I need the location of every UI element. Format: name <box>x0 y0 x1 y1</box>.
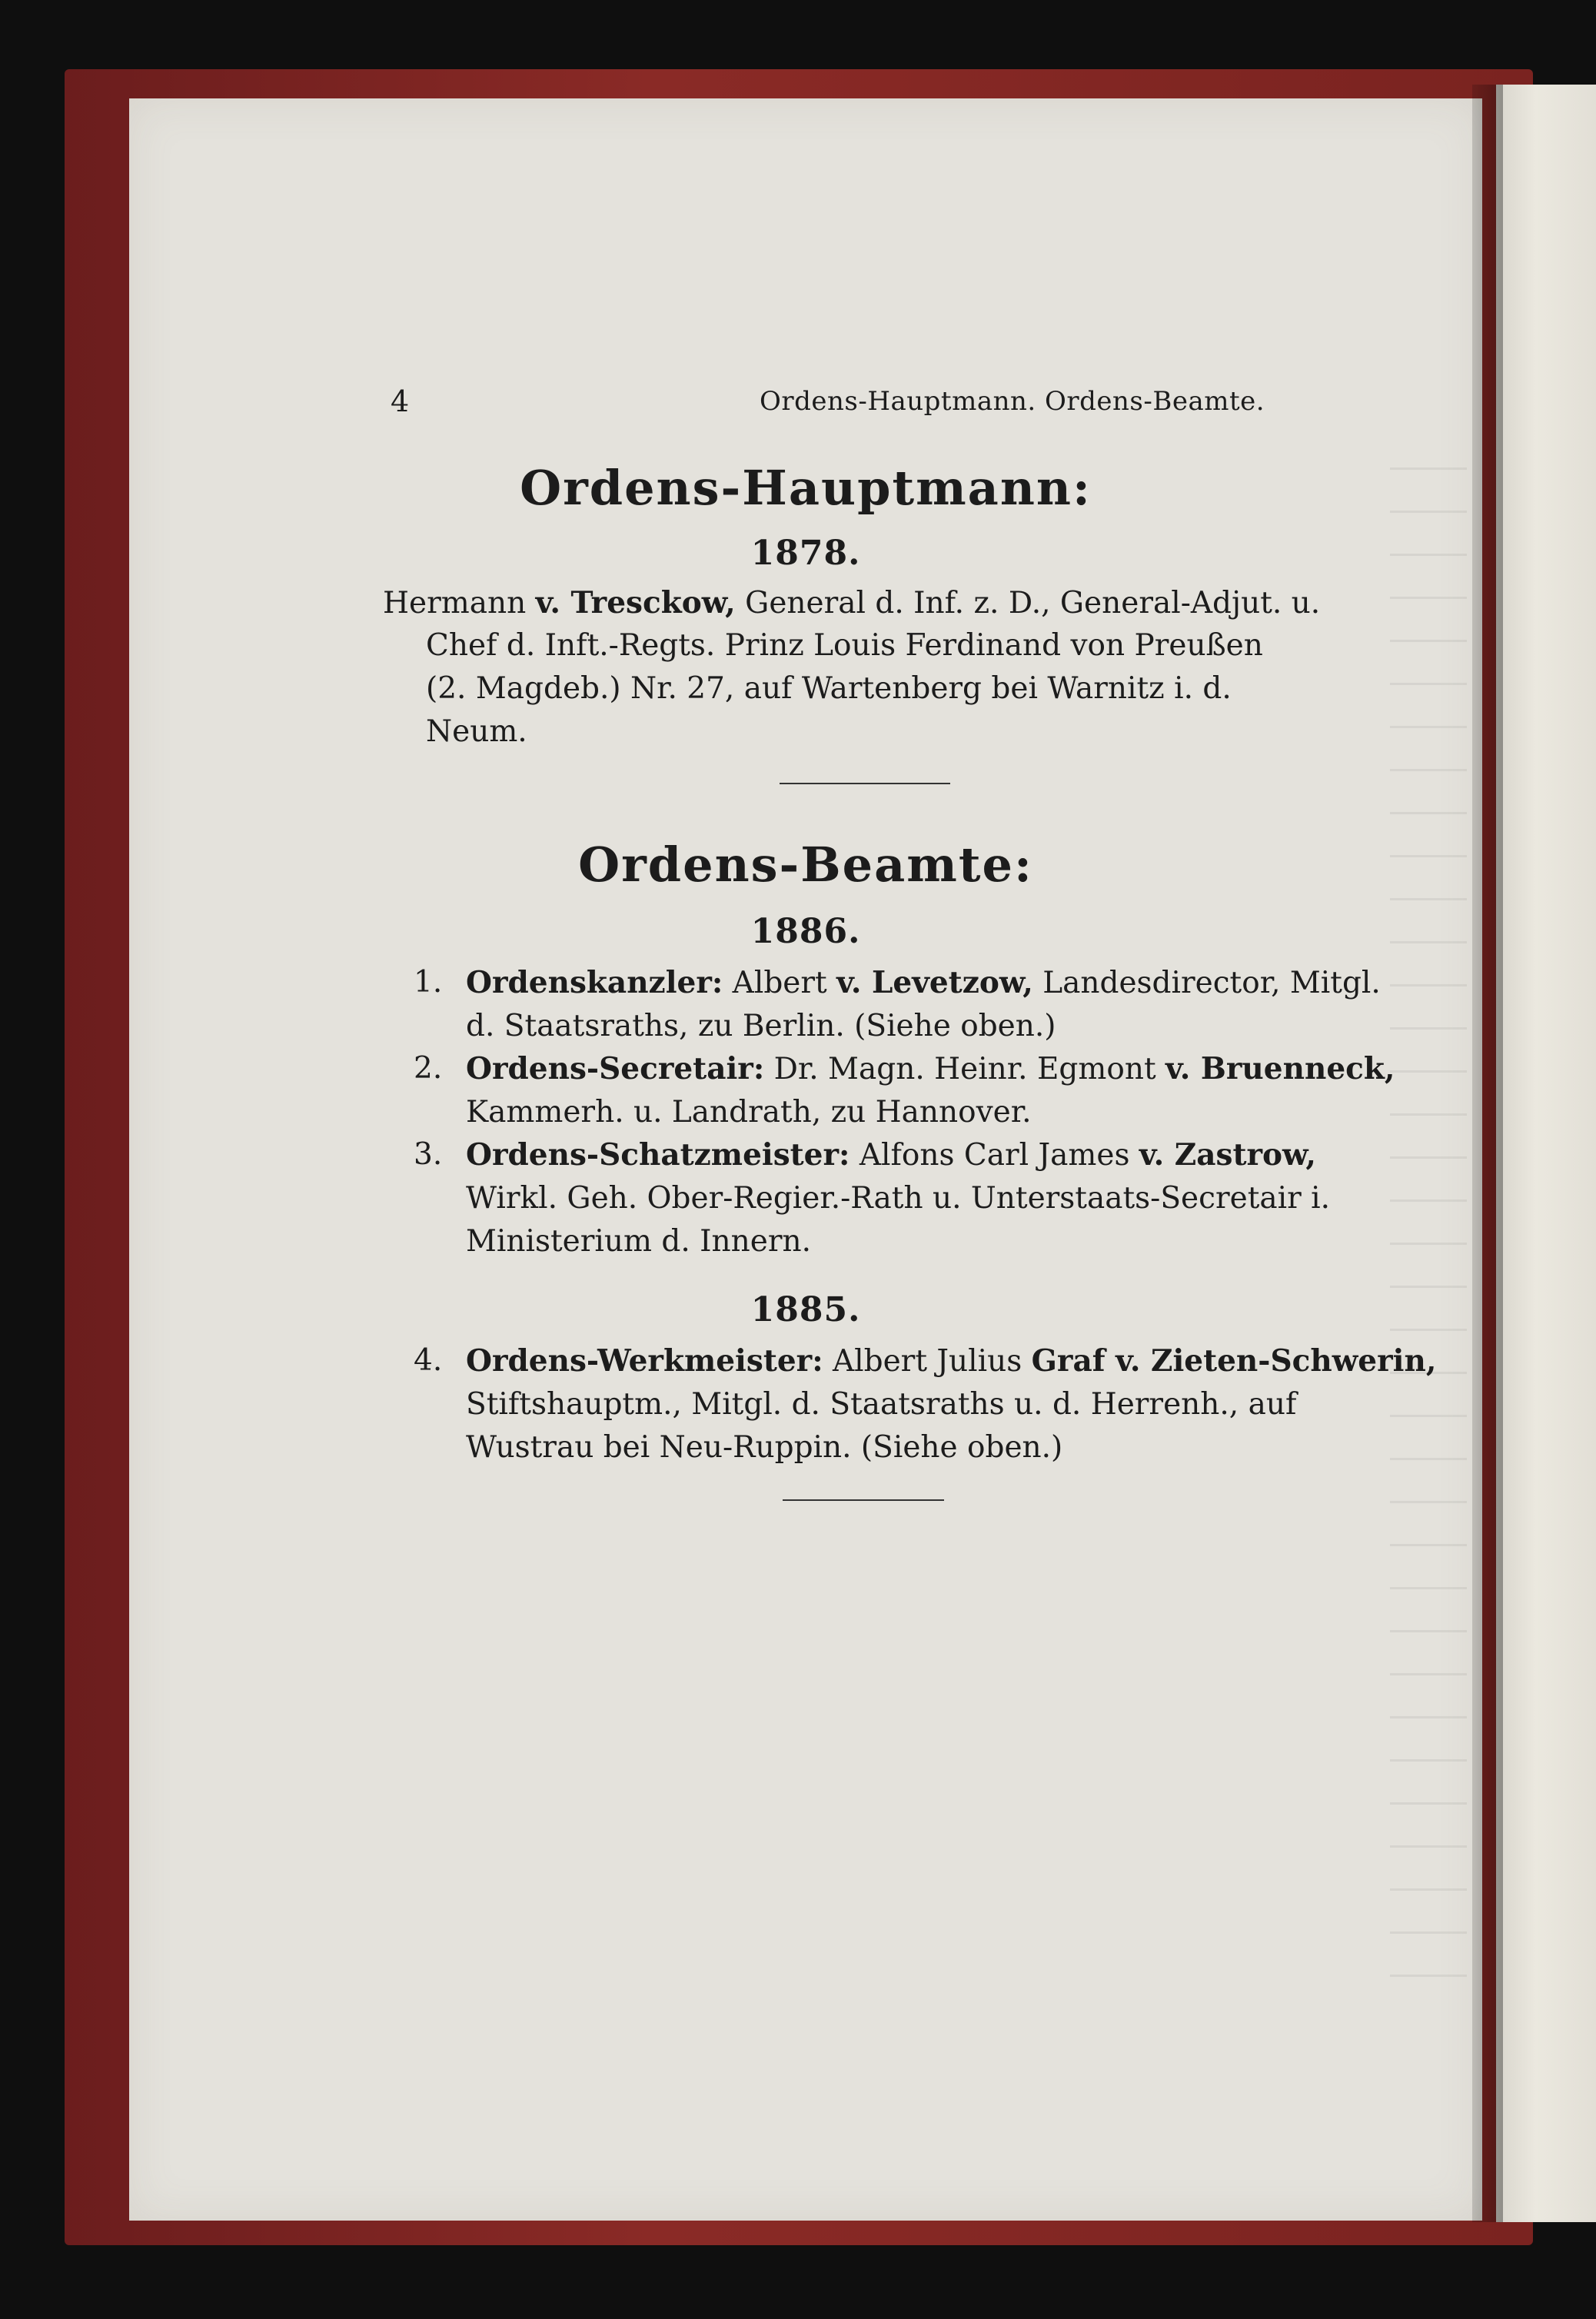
entry-number: 1. <box>414 965 443 1000</box>
hauptmann-name: v. Tresckow, <box>535 585 736 621</box>
heading-ordens-hauptmann: Ordens-Hauptmann: <box>520 460 1092 516</box>
entry-body: Ordens-Secretair: Dr. Magn. Heinr. Egmont v. Bruenneck, Kammerh. u. Landrath, zu Hannover. <box>466 1051 1395 1130</box>
gutter-shadow <box>1472 85 1503 2222</box>
facing-page-edge <box>1496 85 1596 2222</box>
entry-body: Ordens-Schatzmeister: Alfons Carl James v. Zastrow, Wirkl. Geh. Ober-Regier.-Rath u. Unterstaats-Secretair i. Ministerium d. Innern. <box>466 1137 1331 1259</box>
hauptmann-line-4: Neum. <box>426 714 527 749</box>
person-name: Graf v. Zieten-Schwerin, <box>1031 1343 1437 1379</box>
section-divider <box>780 783 950 784</box>
hauptmann-line-2: Chef d. Inft.-Regts. Prinz Louis Ferdinand von Preußen <box>426 628 1263 663</box>
entry-body: Ordenskanzler: Albert v. Levetzow, Landesdirector, Mitgl. d. Staatsraths, zu Berlin. (Siehe oben.) <box>466 965 1381 1043</box>
year-1885: 1885. <box>750 1290 861 1329</box>
running-title: Ordens-Hauptmann. Ordens-Beamte. <box>760 386 1265 417</box>
book-page <box>129 98 1482 2221</box>
office-title: Ordens-Secretair: <box>466 1051 765 1086</box>
hauptmann-line-1: Hermann v. Tresckow, General d. Inf. z. D., General-Adjut. u. <box>383 585 1321 621</box>
person-name: v. Zastrow, <box>1139 1137 1317 1173</box>
office-title: Ordens-Werkmeister: <box>466 1343 823 1379</box>
entry-body: Ordens-Werkmeister: Albert Julius Graf v. Zieten-Schwerin, Stiftshauptm., Mitgl. d. Staatsraths u. d. Herrenh., auf Wustrau bei Neu-Ruppin. (Siehe oben.) <box>466 1343 1437 1465</box>
entry-number: 3. <box>414 1137 443 1172</box>
year-1878: 1878. <box>750 534 861 573</box>
person-name: v. Bruenneck, <box>1165 1051 1395 1086</box>
office-title: Ordens-Schatzmeister: <box>466 1137 850 1173</box>
person-name: v. Levetzow, <box>836 965 1033 1000</box>
page-number: 4 <box>391 384 410 418</box>
end-divider <box>783 1499 944 1501</box>
entry-number: 4. <box>414 1343 443 1378</box>
heading-ordens-beamte: Ordens-Beamte: <box>578 837 1033 893</box>
hauptmann-line-3: (2. Magdeb.) Nr. 27, auf Wartenberg bei Warnitz i. d. <box>426 671 1232 706</box>
office-title: Ordenskanzler: <box>466 965 723 1000</box>
entry-number: 2. <box>414 1051 443 1086</box>
year-1886: 1886. <box>750 912 861 951</box>
